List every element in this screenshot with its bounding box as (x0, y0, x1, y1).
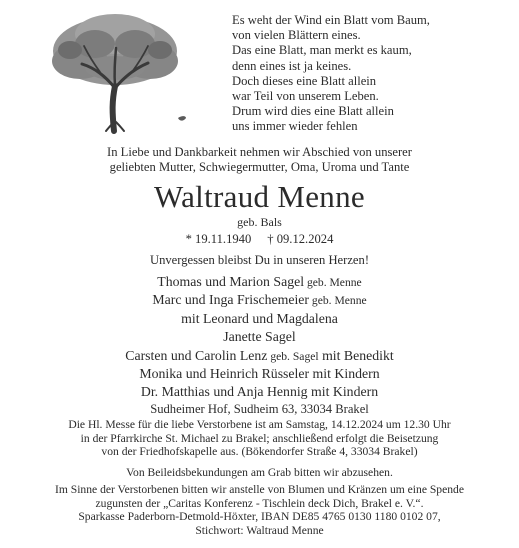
mourner-line: Carsten und Carolin Lenz geb. Sagel mit Benedikt (125, 347, 394, 363)
poem-line: Das eine Blatt, man merkt es kaum, (232, 43, 412, 58)
donation-line: Im Sinne der Verstorbenen bitten wir anstelle von Blumen und Kränzen um eine Spende (54, 483, 464, 496)
mass-line: Die Hl. Messe für die liebe Verstorbene ist am Samstag, 14.12.2024 um 12.30 Uhr (68, 418, 451, 431)
donation-line: Sparkasse Paderborn-Detmold-Höxter, IBAN DE85 4765 0130 1180 0102 07, (78, 510, 441, 524)
mass-info (0, 418, 519, 459)
tree-illustration (40, 6, 190, 136)
birth-name: geb. Bals (237, 215, 282, 229)
mass-line: in der Pfarrkirche St. Michael zu Brakel; anschließend erfolgt die Beisetzung (80, 431, 439, 445)
mourner-line: Thomas und Marion Sagel geb. Menne (157, 274, 362, 289)
death-date: † 09.12.2024 (267, 232, 334, 246)
poem-line: Drum wird dies eine Blatt allein (232, 104, 394, 119)
poem-line: denn eines ist ja keines. (232, 58, 352, 73)
intro-line: geliebten Mutter, Schwiegermutter, Oma, Uroma und Tante (109, 160, 410, 174)
mourner-line: mit Leonard und Magdalena (181, 310, 338, 326)
donation-info (0, 483, 519, 537)
birth-date: * 19.11.1940 (185, 232, 252, 246)
poem-line: von vielen Blättern eines. (232, 28, 361, 43)
mourner-line: Janette Sagel (223, 329, 296, 345)
intro-text (0, 145, 519, 175)
deceased-name: Waltraud Menne (154, 179, 365, 214)
mass-line: von der Friedhofskapelle aus. (Bökendorfer Straße 4, 33034 Brakel) (101, 445, 418, 459)
falling-leaf (178, 116, 186, 121)
poem-line: war Teil von unserem Leben. (232, 89, 379, 104)
poem-line: uns immer wieder fehlen (232, 119, 358, 134)
donation-line: zugunsten der „Caritas Konferenz - Tischlein deck Dich, Brakel e. V.“. (95, 496, 424, 510)
mourners-list (0, 273, 519, 402)
life-dates (0, 232, 519, 247)
intro-line: In Liebe und Dankbarkeit nehmen wir Abschied von unserer (107, 145, 412, 159)
poem-line: Es weht der Wind ein Blatt vom Baum, (232, 13, 430, 27)
address: Sudheimer Hof, Sudheim 63, 33034 Brakel (150, 402, 369, 416)
poem (232, 13, 512, 135)
mourner-line: Marc und Inga Frischemeier geb. Menne (152, 292, 367, 308)
mourner-line: Monika und Heinrich Rüsseler mit Kindern (139, 366, 380, 382)
mourner-line: Dr. Matthias und Anja Hennig mit Kindern (140, 384, 379, 400)
donation-line: Stichwort: Waltraud Menne (195, 523, 324, 537)
motto: Unvergessen bleibst Du in unseren Herzen! (149, 253, 370, 267)
condolence-note: Von Beileidsbekundungen am Grab bitten wir abzusehen. (126, 466, 393, 479)
poem-line: Doch dieses eine Blatt allein (232, 73, 377, 88)
